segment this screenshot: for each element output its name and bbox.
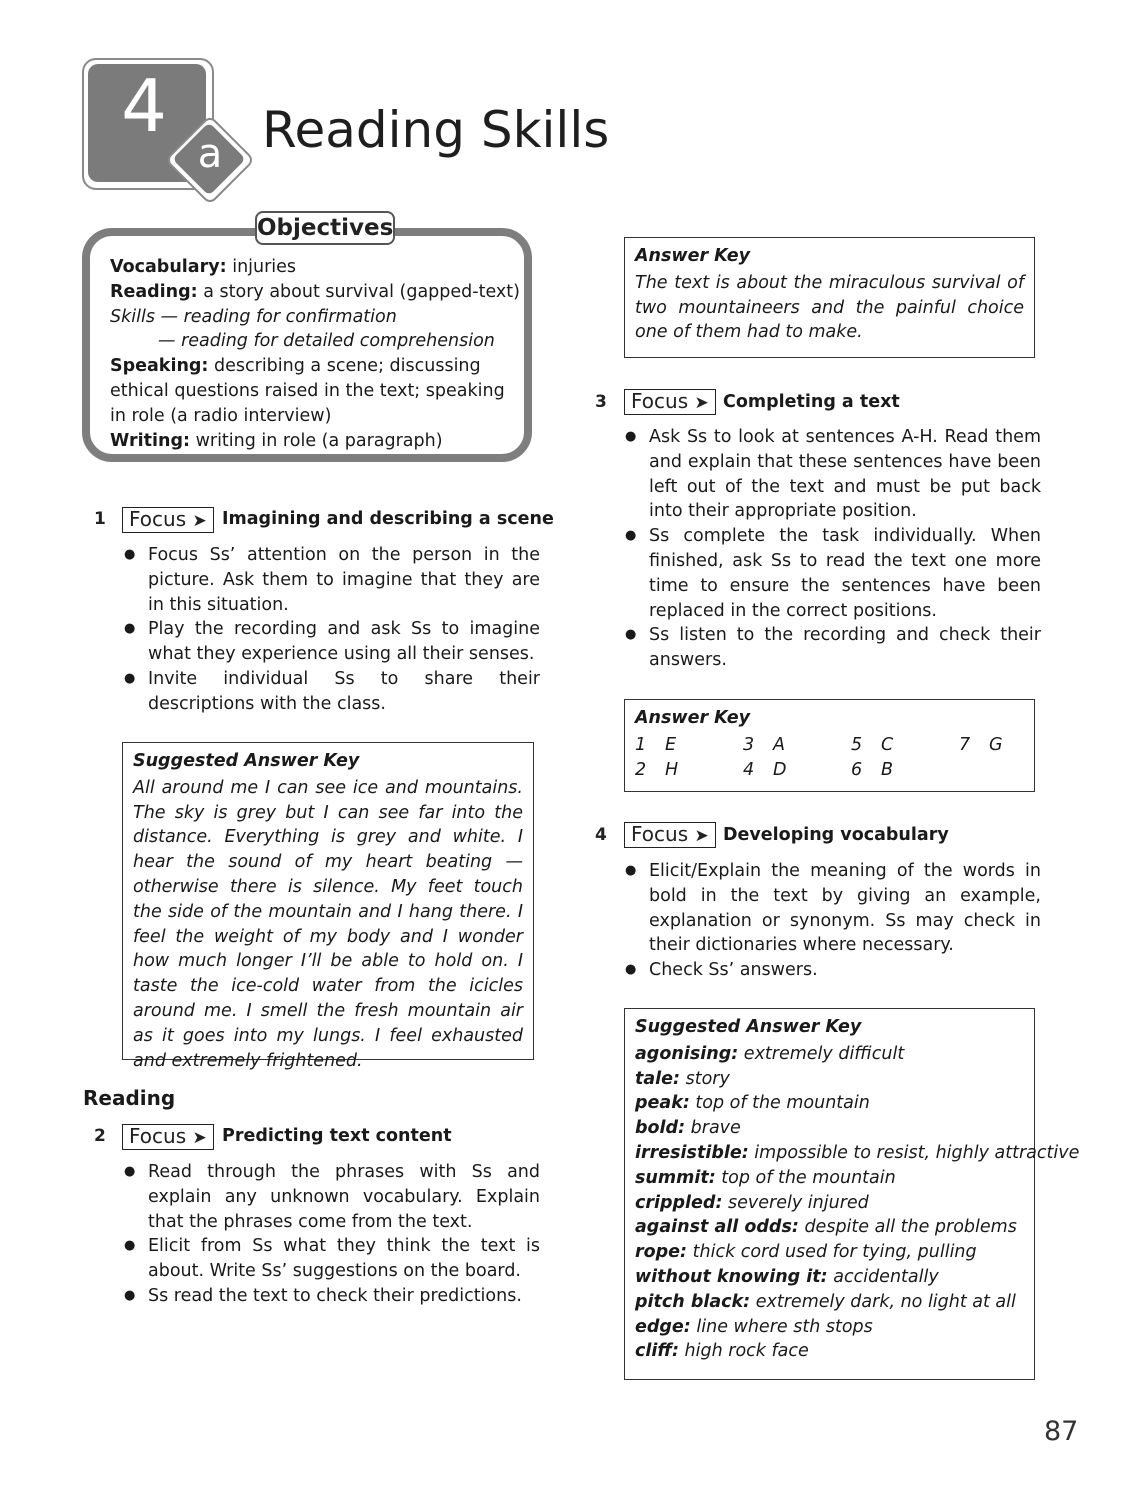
answer-key-text: All around me I can see ice and mountains. The sky is grey but I can see far into the distance. Everything is grey and white. I hear the sound of my heart beating — otherwise there is silence. My feet touch the side of the mountain and I hang there. I feel the weight of my body and I wonder how much longer I’ll be able to hold on. I taste the ice-cold water from the icicles around me. I smell the fresh mountain air as it goes into my lungs. I feel exhausted and extremely frightened. (133, 777, 523, 1071)
writing-label: Writing: (110, 430, 190, 451)
vocab-entry (635, 1315, 1030, 1340)
section-3-list (625, 425, 1041, 673)
vocab-entry (635, 1240, 1030, 1265)
intro-answer-key (624, 237, 1035, 358)
vocabulary-list (635, 1042, 1080, 1364)
list-item: ● Read through the phrases with Ss and explain any unknown vocabulary. Explain that the phrases come from the text. (124, 1160, 540, 1234)
list-item: ● Elicit/Explain the meaning of the words in bold in the text by giving an example, explanation or synonym. Ss may check in their dictionaries where necessary. (625, 859, 1041, 958)
vocab-term: edge: (635, 1316, 691, 1337)
vocab-definition: extremely difficult (743, 1043, 905, 1064)
vocab-term: against all odds: (635, 1217, 799, 1238)
vocab-term: peak: (635, 1093, 690, 1114)
list-item: ● Ask Ss to look at sentences A-H. Read them and explain that these sentences have been left out of the text and must be put back into their appropriate position. (625, 425, 1041, 524)
page-title: Reading Skills (262, 101, 610, 159)
page-number: 87 (1044, 1416, 1079, 1447)
vocab-entry (635, 1215, 1030, 1240)
vocab-definition: line where sth stops (696, 1316, 873, 1337)
list-item: ● Ss listen to the recording and check their answers. (625, 623, 1041, 673)
arrow-right-icon: ➤ (192, 1128, 207, 1148)
vocab-term: cliff: (635, 1341, 679, 1362)
vocab-definition: top of the mountain (721, 1167, 896, 1188)
arrow-right-icon: ➤ (192, 511, 207, 531)
answer-key-title: Suggested Answer Key (133, 751, 360, 771)
vocab-definition: top of the mountain (695, 1093, 870, 1114)
section-2-focus-tag (122, 1124, 214, 1150)
section-1-number: 1 (94, 509, 106, 529)
arrow-right-icon: ➤ (694, 393, 709, 413)
vocab-definition: extremely dark, no light at all (755, 1291, 1016, 1312)
list-item: ● Focus Ss’ attention on the person in the picture. Ask them to imagine that they are in this situation. (124, 543, 540, 617)
vocab-definition: despite all the problems (804, 1217, 1017, 1238)
vocab-definition: brave (690, 1118, 741, 1139)
answer-item: 6 B (851, 759, 894, 780)
vocab-term: tale: (635, 1068, 681, 1089)
vocab-term: bold: (635, 1118, 686, 1139)
list-item: ● Invite individual Ss to share their descriptions with the class. (124, 667, 540, 717)
list-item: ● Elicit from Ss what they think the text is about. Write Ss’ suggestions on the board. (124, 1234, 540, 1284)
vocab-definition: impossible to resist, highly attractive (754, 1142, 1080, 1163)
vocab-term: without knowing it: (635, 1266, 828, 1287)
answer-key-title: Answer Key (635, 708, 751, 728)
section-1-list (124, 543, 540, 717)
answer-key-text: The text is about the miraculous survival of two mountaineers and the painful choice one of them had to make. (635, 272, 1024, 343)
vocab-entry (635, 1166, 1030, 1191)
vocabulary-label: Vocabulary: (110, 257, 227, 277)
vocab-term: summit: (635, 1167, 716, 1188)
unit-letter: a (197, 131, 223, 177)
section-4-list (625, 859, 1041, 983)
vocab-entry (635, 1191, 1030, 1216)
answer-key-title: Answer Key (635, 246, 751, 266)
vocab-term: rope: (635, 1242, 688, 1263)
vocab-entry (635, 1141, 1080, 1166)
focus-label: Focus (129, 507, 187, 531)
reading-objective: a story about survival (gapped-text) (203, 281, 520, 302)
speaking-objective: describing a scene; discussing ethical questions raised in the text; speaking in role (a radio interview) (110, 356, 505, 426)
vocab-entry (635, 1067, 1030, 1092)
writing-objective: writing in role (a paragraph) (195, 430, 443, 451)
section-3-title: Completing a text (723, 392, 900, 412)
vocab-definition: story (685, 1068, 730, 1089)
focus-label: Focus (129, 1124, 187, 1148)
section-4-number: 4 (595, 825, 607, 845)
vocab-entry (635, 1091, 1030, 1116)
answer-key-title: Suggested Answer Key (635, 1017, 862, 1037)
section-4-focus-tag (624, 822, 716, 848)
section-2-list (124, 1160, 540, 1309)
section-4-title: Developing vocabulary (723, 825, 949, 845)
vocabulary-objective: injuries (232, 257, 297, 277)
focus-label: Focus (631, 389, 689, 413)
vocab-entry (635, 1042, 1030, 1067)
vocab-term: pitch black: (635, 1291, 751, 1312)
vocab-entry (635, 1290, 1030, 1315)
answer-item: 1 E (635, 734, 677, 755)
section-3-number: 3 (595, 392, 607, 412)
section-4-answer-key (624, 1008, 1080, 1380)
answer-item: 3 A (743, 734, 785, 755)
section-3-focus-tag (624, 389, 716, 415)
section-2-title: Predicting text content (222, 1126, 452, 1146)
reading-heading: Reading (83, 1086, 176, 1110)
vocab-definition: accidentally (833, 1266, 939, 1287)
answer-item: 4 D (743, 759, 787, 780)
vocab-entry (635, 1265, 1030, 1290)
vocab-term: agonising: (635, 1043, 739, 1064)
skills-line-1: Skills — reading for confirmation (110, 306, 397, 327)
vocab-definition: severely injured (728, 1192, 869, 1213)
vocab-definition: thick cord used for tying, pulling (692, 1242, 977, 1263)
answer-item: 2 H (635, 759, 679, 780)
objectives-label: Objectives (255, 211, 395, 245)
vocab-term: irresistible: (635, 1142, 749, 1163)
speaking-label: Speaking: (110, 356, 209, 377)
arrow-right-icon: ➤ (694, 826, 709, 846)
section-1-answer-key (122, 742, 534, 1071)
reading-label: Reading: (110, 281, 198, 302)
section-3-answer-key (624, 699, 1035, 792)
list-item: ● Ss read the text to check their predictions. (124, 1284, 540, 1309)
list-item: ● Play the recording and ask Ss to imagine what they experience using all their senses. (124, 617, 540, 667)
answer-item: 5 C (851, 734, 894, 755)
list-item: ● Ss complete the task individually. When finished, ask Ss to read the text one more time to ensure the sentences have been replaced in the correct positions. (625, 524, 1041, 623)
list-item: ● Check Ss’ answers. (625, 958, 1041, 983)
vocab-entry (635, 1339, 1030, 1364)
vocab-definition: high rock face (684, 1341, 809, 1362)
unit-number: 4 (121, 64, 167, 148)
vocab-entry (635, 1116, 1030, 1141)
vocab-term: crippled: (635, 1192, 723, 1213)
answers-grid (635, 733, 1024, 783)
skills-line-2: — reading for detailed comprehension (158, 331, 495, 352)
objectives-content (110, 255, 520, 453)
answer-item: 7 G (959, 734, 1003, 755)
section-1-focus-tag (122, 507, 214, 533)
section-2-number: 2 (94, 1126, 106, 1146)
focus-label: Focus (631, 822, 689, 846)
section-1-title: Imagining and describing a scene (222, 509, 554, 529)
